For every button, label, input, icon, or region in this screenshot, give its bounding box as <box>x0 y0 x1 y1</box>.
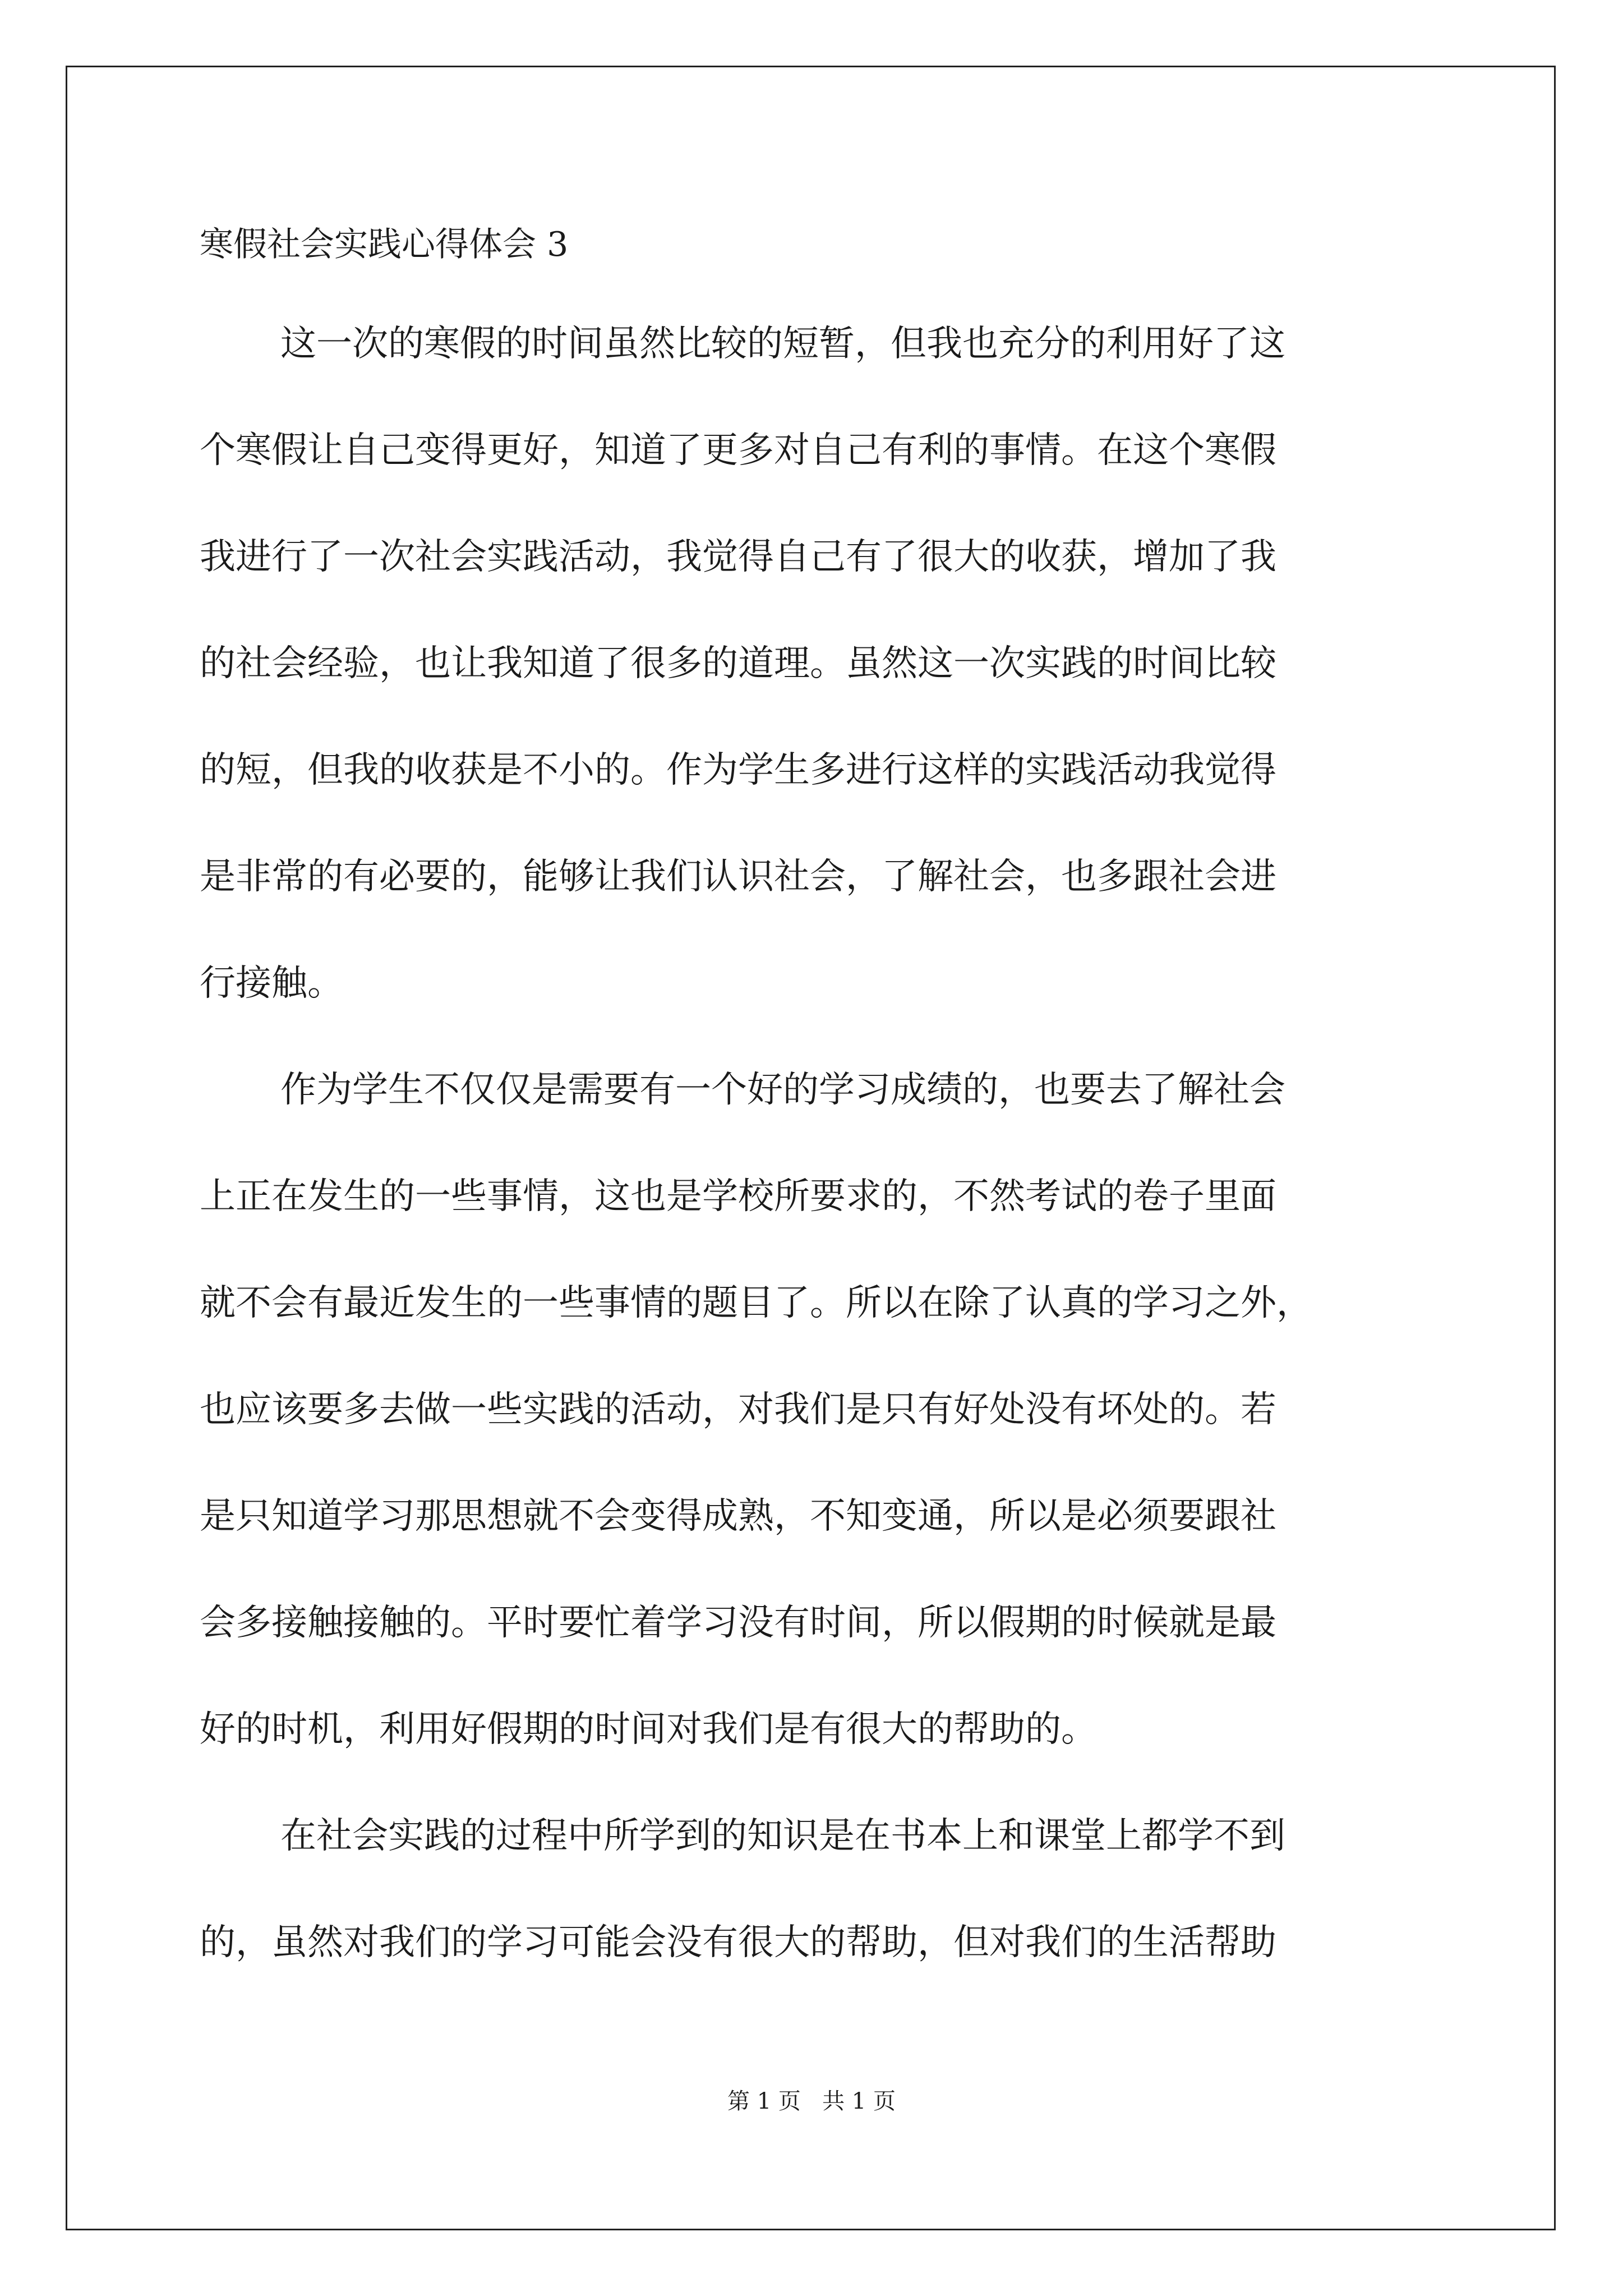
paragraph-2-line-7: 好的时机，利用好假期的时间对我们是有很大的帮助的。 <box>200 1709 1097 1750</box>
paragraph-3-line-1: 在社会实践的过程中所学到的知识是在书本上和课堂上都学不到 <box>280 1815 1285 1857</box>
paragraph-2-line-1: 作为学生不仅仅是需要有一个好的学习成绩的，也要去了解社会 <box>280 1069 1285 1111</box>
page-border <box>66 66 1556 2230</box>
paragraph-2-line-3: 就不会有最近发生的一些事情的题目了。所以在除了认真的学习之外， <box>200 1282 1312 1324</box>
paragraph-2-line-6: 会多接触接触的。平时要忙着学习没有时间，所以假期的时候就是最 <box>200 1602 1276 1644</box>
paragraph-1-line-4: 的社会经验，也让我知道了很多的道理。虽然这一次实践的时间比较 <box>200 643 1276 684</box>
paragraph-3-line-2: 的，虽然对我们的学习可能会没有很大的帮助，但对我们的生活帮助 <box>200 1922 1276 1963</box>
paragraph-1-line-3: 我进行了一次社会实践活动，我觉得自己有了很大的收获，增加了我 <box>200 536 1276 578</box>
page-number-footer: 第 1 页 共 1 页 <box>727 2088 896 2114</box>
paragraph-2-line-2: 上正在发生的一些事情，这也是学校所要求的，不然考试的卷子里面 <box>200 1176 1276 1217</box>
paragraph-2-line-4: 也应该要多去做一些实践的活动，对我们是只有好处没有坏处的。若 <box>200 1389 1276 1430</box>
document-title: 寒假社会实践心得体会 3 <box>200 225 569 264</box>
paragraph-1-line-2: 个寒假让自己变得更好，知道了更多对自己有利的事情。在这个寒假 <box>200 430 1276 471</box>
paragraph-1-line-7: 行接触。 <box>200 963 343 1004</box>
paragraph-1-line-6: 是非常的有必要的，能够让我们认识社会，了解社会，也多跟社会进 <box>200 856 1276 898</box>
paragraph-1-line-1: 这一次的寒假的时间虽然比较的短暂，但我也充分的利用好了这 <box>280 323 1285 365</box>
paragraph-2-line-5: 是只知道学习那思想就不会变得成熟，不知变通，所以是必须要跟社 <box>200 1496 1276 1537</box>
paragraph-1-line-5: 的短，但我的收获是不小的。作为学生多进行这样的实践活动我觉得 <box>200 749 1276 791</box>
